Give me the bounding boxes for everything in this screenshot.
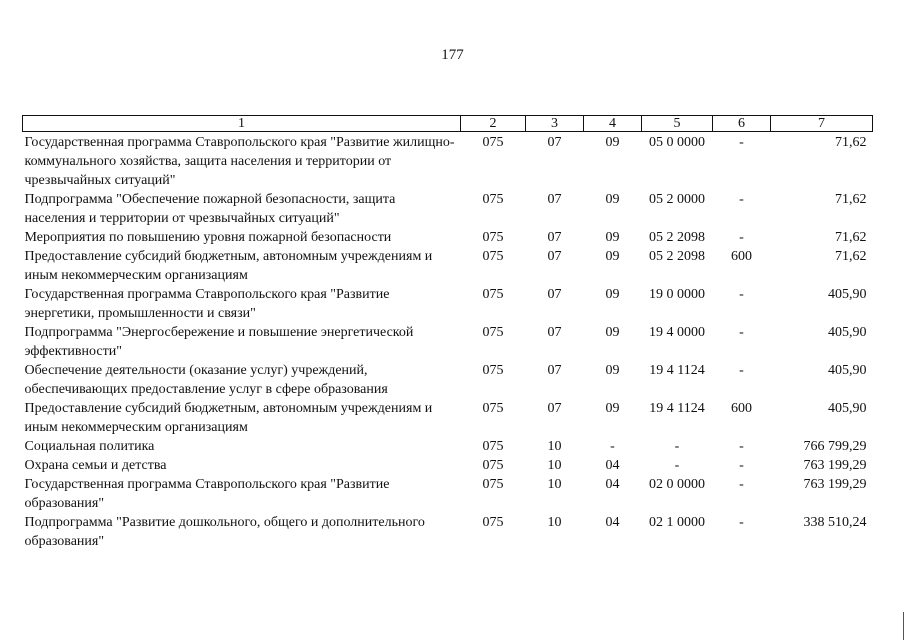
row-expense-type: -: [739, 287, 744, 302]
row-amount: 405,90: [828, 401, 867, 416]
column-header-3: 3: [526, 116, 584, 132]
row-target-article: 19 4 1124: [649, 401, 705, 416]
row-subsection-code: 09: [605, 401, 620, 416]
row-target-article: -: [674, 458, 680, 473]
row-section-code: 07: [547, 192, 562, 207]
table-row: [23, 456, 873, 475]
row-name: Обеспечение деятельности (оказание услуг) учреждений, обеспечивающих предоставление услуг в сфере образования: [24, 363, 388, 397]
row-name: Подпрограмма "Развитие дошкольного, общего и дополнительного образования": [24, 515, 425, 549]
row-expense-type: 600: [731, 249, 752, 264]
column-header-1: 1: [23, 116, 461, 132]
table-row: [23, 513, 873, 551]
page-number: 177: [441, 47, 464, 63]
row-amount: 405,90: [828, 325, 867, 340]
row-ministry-code: 075: [482, 230, 504, 245]
row-section-code: 07: [547, 230, 562, 245]
row-amount: 71,62: [835, 230, 867, 245]
row-amount: 71,62: [835, 249, 867, 264]
table-row: [23, 437, 873, 456]
table-row: [23, 228, 873, 247]
row-amount: 766 799,29: [803, 439, 867, 454]
row-name: Государственная программа Ставропольского края "Развитие энергетики, промышленности и связи": [24, 287, 390, 321]
row-expense-type: -: [739, 363, 744, 378]
row-subsection-code: 04: [605, 515, 620, 530]
row-ministry-code: 075: [482, 477, 504, 492]
row-expense-type: -: [739, 515, 744, 530]
row-subsection-code: 09: [605, 192, 620, 207]
table-row: [23, 361, 873, 399]
row-expense-type: 600: [731, 401, 752, 416]
row-target-article: 05 0 0000: [649, 135, 705, 150]
column-header-7: 7: [771, 116, 873, 132]
row-expense-type: -: [739, 135, 744, 150]
page-edge-line: [903, 612, 904, 640]
column-header-6: 6: [713, 116, 771, 132]
row-subsection-code: 09: [605, 363, 620, 378]
row-target-article: 02 0 0000: [649, 477, 705, 492]
row-target-article: 05 2 2098: [649, 230, 705, 245]
table-row: [23, 132, 873, 191]
row-ministry-code: 075: [482, 249, 504, 264]
row-section-code: 10: [547, 439, 562, 454]
row-name: Подпрограмма "Энергосбережение и повышение энергетической эффективности": [24, 325, 414, 359]
row-ministry-code: 075: [482, 439, 504, 454]
row-subsection-code: 09: [605, 135, 620, 150]
row-expense-type: -: [739, 477, 744, 492]
row-section-code: 07: [547, 135, 562, 150]
budget-table: [22, 115, 873, 551]
row-name: Предоставление субсидий бюджетным, автономным учреждениям и иным некоммерческим организациям: [24, 401, 433, 435]
row-target-article: 19 4 1124: [649, 363, 705, 378]
row-name: Социальная политика: [24, 439, 155, 454]
row-name: Предоставление субсидий бюджетным, автономным учреждениям и иным некоммерческим организациям: [24, 249, 433, 283]
row-name: Подпрограмма "Обеспечение пожарной безопасности, защита населения и территории от чрезвычайных ситуаций": [24, 192, 396, 226]
table-row: [23, 285, 873, 323]
row-name: Государственная программа Ставропольского края "Развитие образования": [24, 477, 390, 511]
column-header-5: 5: [642, 116, 713, 132]
row-subsection-code: 09: [605, 287, 620, 302]
row-section-code: 10: [547, 515, 562, 530]
row-ministry-code: 075: [482, 325, 504, 340]
row-ministry-code: 075: [482, 287, 504, 302]
row-ministry-code: 075: [482, 458, 504, 473]
row-amount: 763 199,29: [803, 477, 867, 492]
row-subsection-code: 09: [605, 230, 620, 245]
row-target-article: -: [674, 439, 680, 454]
row-target-article: 05 2 0000: [649, 192, 705, 207]
row-subsection-code: 09: [605, 325, 620, 340]
table-row: [23, 190, 873, 228]
column-header-2: 2: [461, 116, 526, 132]
row-target-article: 19 0 0000: [649, 287, 705, 302]
row-expense-type: -: [739, 458, 744, 473]
row-target-article: 02 1 0000: [649, 515, 705, 530]
row-section-code: 07: [547, 325, 562, 340]
table-header-row: [23, 116, 873, 132]
row-section-code: 07: [547, 401, 562, 416]
row-amount: 71,62: [835, 135, 867, 150]
row-name: Охрана семьи и детства: [24, 458, 167, 473]
row-ministry-code: 075: [482, 135, 504, 150]
row-expense-type: -: [739, 439, 744, 454]
row-section-code: 07: [547, 287, 562, 302]
row-target-article: 05 2 2098: [649, 249, 705, 264]
row-section-code: 10: [547, 477, 562, 492]
row-amount: 405,90: [828, 287, 867, 302]
row-ministry-code: 075: [482, 515, 504, 530]
row-ministry-code: 075: [482, 363, 504, 378]
row-expense-type: -: [739, 325, 744, 340]
row-expense-type: -: [739, 230, 744, 245]
table-row: [23, 399, 873, 437]
row-ministry-code: 075: [482, 401, 504, 416]
row-section-code: 07: [547, 249, 562, 264]
row-ministry-code: 075: [482, 192, 504, 207]
column-header-4: 4: [584, 116, 642, 132]
row-name: Мероприятия по повышению уровня пожарной безопасности: [24, 230, 392, 245]
row-amount: 338 510,24: [803, 515, 867, 530]
table-row: [23, 475, 873, 513]
row-subsection-code: -: [610, 439, 615, 454]
row-name: Государственная программа Ставропольского края "Развитие жилищно-коммунального хозяйства, защита населения и территории от чрезвычайных ситуаций": [24, 135, 455, 188]
table-row: [23, 323, 873, 361]
row-subsection-code: 04: [605, 477, 620, 492]
row-amount: 405,90: [828, 363, 867, 378]
row-expense-type: -: [739, 192, 744, 207]
row-section-code: 07: [547, 363, 562, 378]
table-row: [23, 247, 873, 285]
row-subsection-code: 04: [605, 458, 620, 473]
row-amount: 763 199,29: [803, 458, 867, 473]
row-subsection-code: 09: [605, 249, 620, 264]
row-target-article: 19 4 0000: [649, 325, 705, 340]
row-section-code: 10: [547, 458, 562, 473]
row-amount: 71,62: [835, 192, 867, 207]
